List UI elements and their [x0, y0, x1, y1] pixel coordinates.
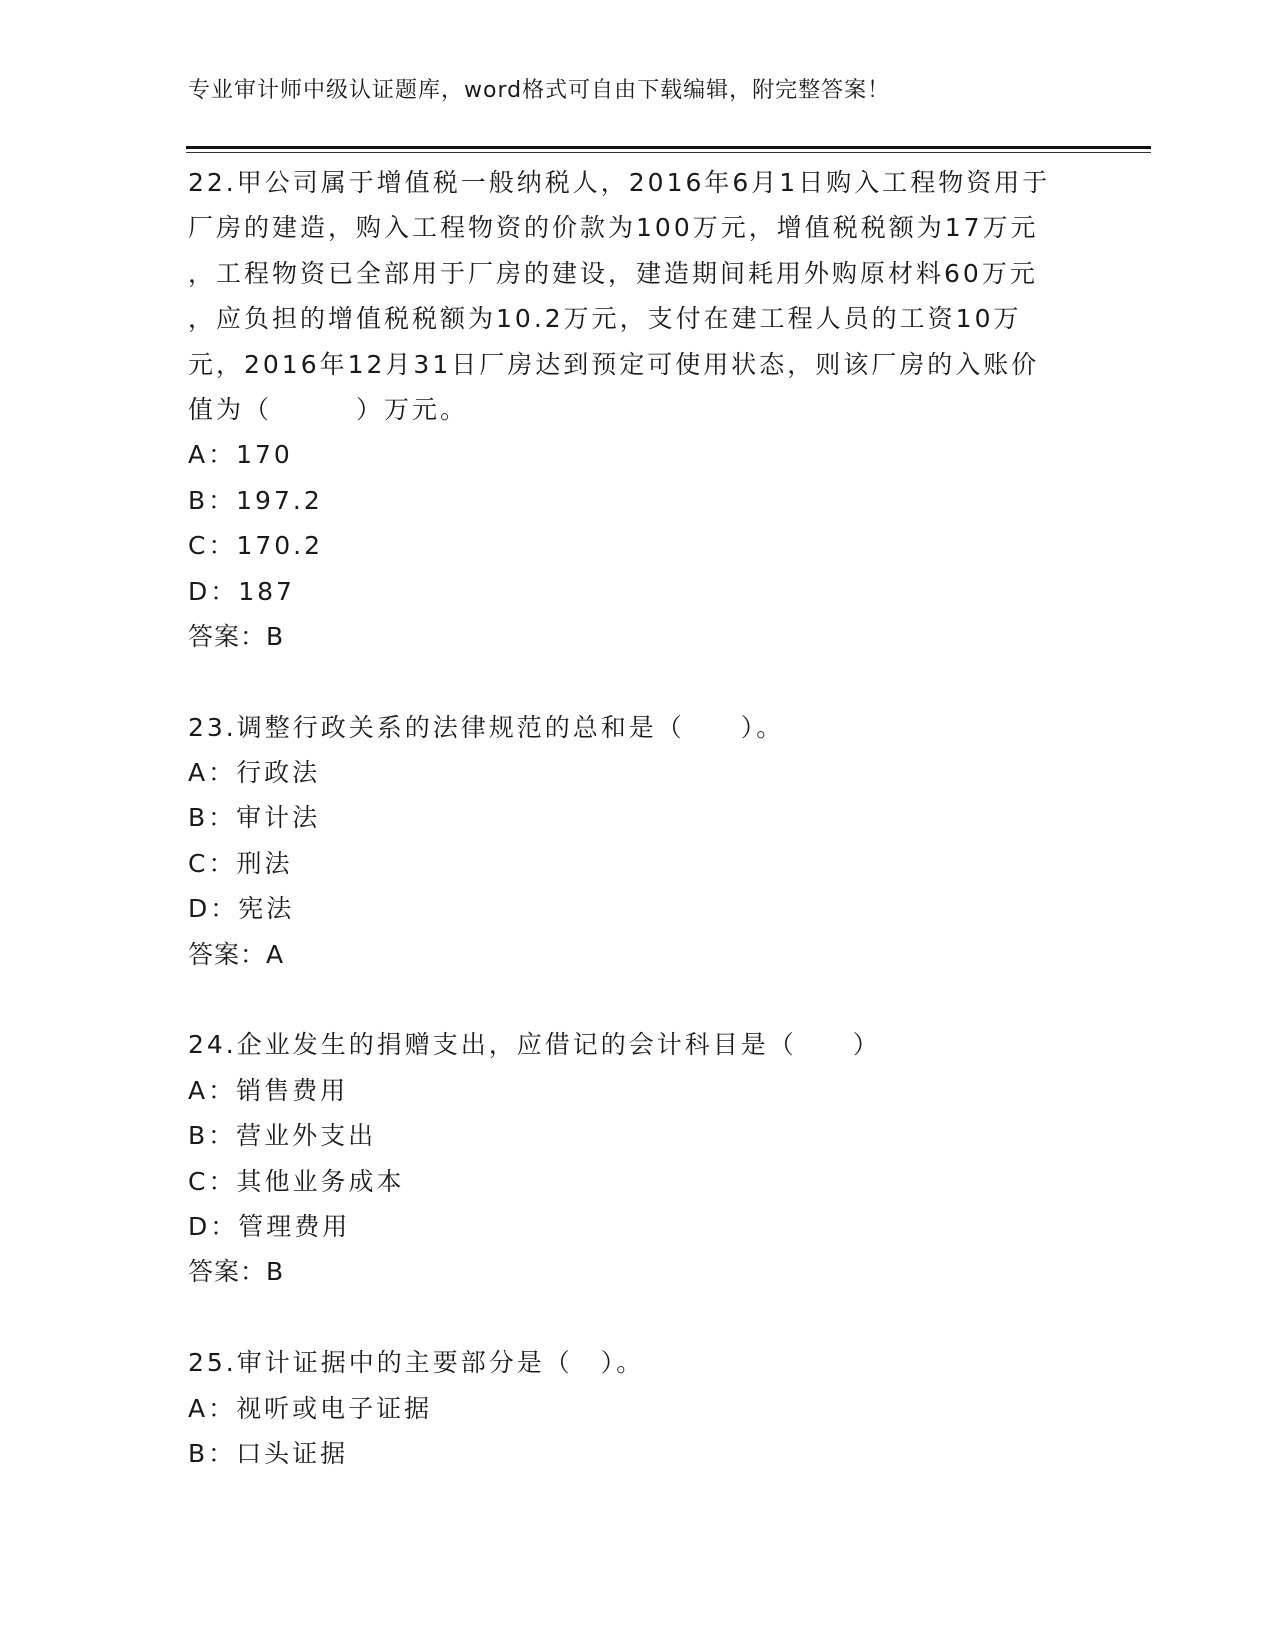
option-b: B：197.2 [188, 485, 323, 515]
question-list [188, 160, 1088, 1476]
question-22 [188, 160, 1088, 705]
option-a: A：销售费用 [188, 1075, 349, 1105]
question-23 [188, 705, 1088, 1023]
option-d: D：187 [188, 576, 295, 606]
question-24 [188, 1022, 1088, 1340]
option-b: B：营业外支出 [188, 1121, 377, 1151]
document-header: 专业审计师中级认证题库，word格式可自由下载编辑，附完整答案！ [188, 78, 891, 103]
spacer [188, 977, 1088, 1022]
header-rule-thick [186, 146, 1151, 149]
header-rule-thin [186, 152, 1151, 153]
option-a: A：行政法 [188, 758, 321, 788]
answer: 答案：B [188, 621, 285, 651]
question-stem-line: ，应负担的增值税税额为10.2万元，支付在建工程人员的工资10万 [188, 304, 1022, 334]
question-stem-line: 23.调整行政关系的法律规范的总和是（ ）。 [188, 712, 785, 742]
question-stem-line: ，工程物资已全部用于厂房的建设，建造期间耗用外购原材料60万元 [188, 258, 1038, 288]
option-b: B：审计法 [188, 803, 321, 833]
answer: 答案：A [188, 939, 285, 969]
question-stem-line: 元，2016年12月31日厂房达到预定可使用状态，则该厂房的入账价 [188, 349, 1040, 379]
spacer [188, 659, 1088, 704]
option-c: C：刑法 [188, 848, 293, 878]
question-stem-line: 厂房的建造，购入工程物资的价款为100万元，增值税税额为17万元 [188, 213, 1039, 243]
question-stem-line: 22.甲公司属于增值税一般纳税人，2016年6月1日购入工程物资用于 [188, 168, 1051, 197]
option-d: D：宪法 [188, 894, 295, 924]
question-stem-line: 25.审计证据中的主要部分是（ ）。 [188, 1348, 645, 1378]
question-stem-line: 24.企业发生的捐赠支出，应借记的会计科目是（ ） [188, 1030, 881, 1060]
option-c: C：其他业务成本 [188, 1166, 405, 1196]
option-b: B：口头证据 [188, 1438, 349, 1468]
spacer [188, 1295, 1088, 1340]
question-stem-line: 值为（ ）万元。 [188, 394, 469, 424]
question-25 [188, 1340, 1088, 1476]
option-a: A：视听或电子证据 [188, 1393, 433, 1423]
answer: 答案：B [188, 1257, 285, 1287]
option-c: C：170.2 [188, 531, 324, 561]
option-d: D：管理费用 [188, 1211, 351, 1241]
option-a: A：170 [188, 440, 293, 470]
